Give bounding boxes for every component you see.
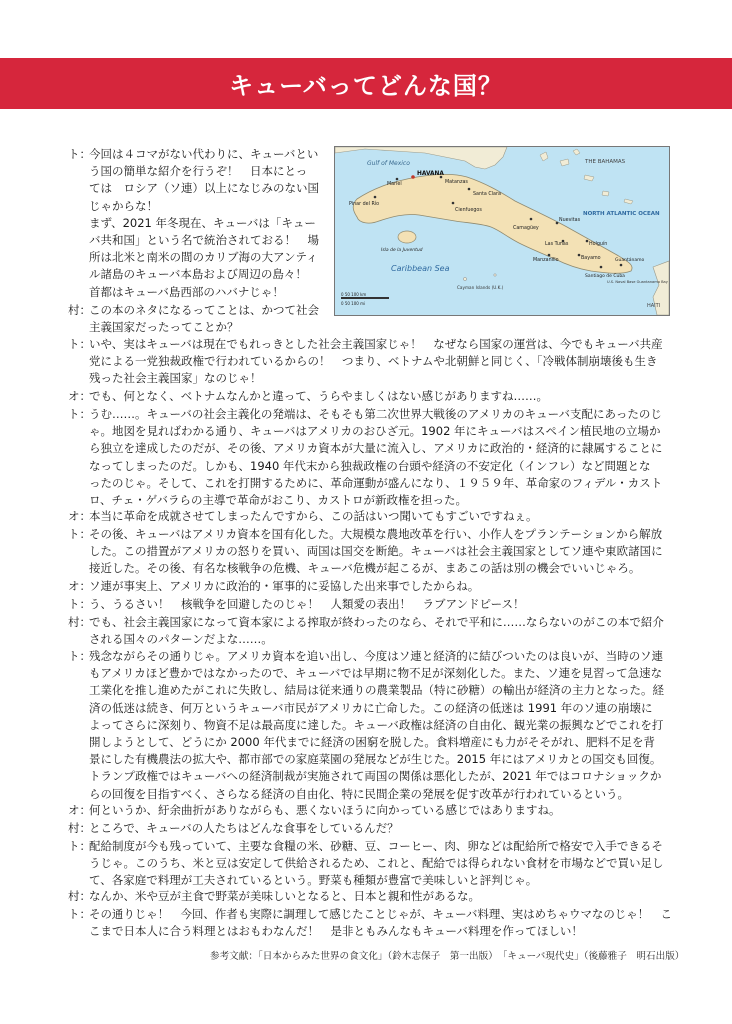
speaker-label: ト： bbox=[68, 147, 91, 161]
dialogue-line: まず、2021 年冬現在、キューバは「キュー bbox=[89, 215, 316, 230]
speaker-label: ト： bbox=[68, 649, 91, 663]
map-label-isla: Isla de la Juventud bbox=[381, 248, 423, 253]
bahamas-islands bbox=[540, 149, 633, 204]
dialogue-line: 景にした有機農法の拡大や、都市部での家庭菜園の発展などが生じた。2015 年にはアメリカとの国交も回復。 bbox=[89, 752, 662, 767]
cuba-map-graphic bbox=[335, 147, 669, 315]
speaker-label: ト： bbox=[68, 839, 91, 853]
city-dot bbox=[620, 264, 623, 267]
map-label-matanzas: Matanzas bbox=[445, 180, 468, 185]
page-title: キューバってどんな国？ bbox=[229, 72, 503, 100]
dialogue-line: こまで日本人に合う料理とはおもわなんだ！ 是非ともみんなもキューバ料理を作ってほしい！ bbox=[89, 924, 583, 939]
dialogue-line: 接近した。その後、有名な核戦争の危機、キューバ危機が起こるが、まあこの話は別の機会でいいじゃろ。 bbox=[89, 561, 641, 576]
dialogue-line: その通りじゃ！ 今回、作者も実際に調理して感じたことじゃが、キューバ料理、実はめちゃウマなのじゃ！ こ bbox=[89, 907, 672, 921]
map-label-atlantic: NORTH ATLANTIC OCEAN bbox=[583, 211, 660, 217]
dialogue-line: ル諸島のキューバ本島および周辺の島々！ bbox=[89, 267, 307, 282]
map-label-havana: HAVANA bbox=[417, 171, 444, 177]
dialogue-line: 首都はキューバ島西部のハバナじゃ！ bbox=[89, 284, 284, 299]
speaker-label: オ： bbox=[68, 509, 91, 523]
dialogue-line: 主義国家だったってことか？ bbox=[89, 320, 239, 335]
title-banner bbox=[0, 58, 732, 109]
map-label-pinar: Pinar del Río bbox=[349, 202, 380, 207]
references: 参考文献：「日本からみた世界の食文化」（鈴木志保子 第一出版） 「キューバ現代史」（後藤雅子 明石出版） bbox=[210, 951, 685, 962]
speaker-label: ト： bbox=[68, 597, 91, 611]
dialogue-line: なってしまったのだ。しかも、1940 年代末から独裁政権の台頭や経済の不安定化（インフレ）など問題とな bbox=[89, 458, 651, 473]
dialogue-line: ら独立を達成したのだが、その後、アメリカ資本が大量に流入し、アメリカに政治的・経済的に隷属することに bbox=[89, 441, 663, 456]
speaker-label: 村： bbox=[68, 615, 91, 629]
florida-land bbox=[335, 147, 507, 169]
dialogue-line: その後、キューバはアメリカ資本を国有化した。大規模な農地改革を行い、小作人をプランテーションから解放 bbox=[89, 527, 663, 541]
city-dot bbox=[586, 240, 589, 243]
dialogue-line: ったのじゃ。そして、これを打開するために、革命運動が盛んになり、１９５９年、革命家のフィデル・カスト bbox=[89, 475, 663, 490]
dialogue-line: バ共和国」という名で統治されておる！ 場 bbox=[89, 233, 319, 247]
dialogue-line: よってさらに深刻り、物資不足は最高度に達した。キューバ政権は経済の自由化、観光業の振興などでこれを打 bbox=[89, 717, 664, 732]
dialogue-line: ては ロシア（ソ連）以上になじみのない国 bbox=[89, 181, 319, 196]
speaker-label: 村： bbox=[68, 303, 91, 317]
dialogue-line: される国々のパターンだよな……。 bbox=[89, 632, 273, 647]
map-label-cienfuegos: Cienfuegos bbox=[455, 208, 482, 213]
speaker-label: ト： bbox=[68, 337, 91, 351]
dialogue-line: 所は北米と南米の間のカリブ海の大アンティ bbox=[89, 250, 318, 265]
speaker-label: オ： bbox=[68, 803, 91, 817]
dialogue-line: この本のネタになるってことは、かつて社会 bbox=[89, 303, 319, 317]
dialogue-line: でも、社会主義国家になって資本家による搾取が終わったのなら、それで平和に……ならないのがこの本で紹介 bbox=[89, 615, 664, 629]
map-label-haiti: HAITI bbox=[647, 303, 661, 309]
dialogue-line: う、うるさい！ 核戦争を回避したのじゃ！ 人類愛の表出！ ラブアンドピース！ bbox=[89, 597, 525, 611]
map-label-gulf: Gulf of Mexico bbox=[367, 160, 410, 167]
map-label-nuevitas: Nuevitas bbox=[559, 218, 581, 223]
dialogue-line: 済の低迷は続き、何万というキューバ市民がアメリカに亡命した。この経済の低迷は 1991 年のソ連の崩壊に bbox=[89, 700, 653, 715]
city-dot bbox=[600, 266, 603, 269]
dialogue-line: ロ、チェ・ゲバラらの主導で革命がおこり、カストロが新政権を担った。 bbox=[89, 493, 468, 507]
city-dot bbox=[374, 196, 377, 199]
city-dot bbox=[468, 188, 471, 191]
isla-juventud bbox=[398, 231, 416, 243]
speaker-label: オ： bbox=[68, 579, 91, 593]
map-label-caribbean: Caribbean Sea bbox=[391, 264, 450, 273]
dialogue-line: ところで、キューバの人たちはどんな食事をしているんだ？ bbox=[89, 821, 399, 835]
map-label-bayamo: Bayamo bbox=[581, 256, 601, 261]
city-dot bbox=[578, 254, 581, 257]
map-label-guantanamo: Guantánamo bbox=[615, 258, 645, 263]
map-label-cayman: Cayman Islands (U.K.) bbox=[457, 285, 504, 290]
map-label-santa-clara: Santa Clara bbox=[473, 192, 501, 197]
havana-dot bbox=[411, 175, 415, 179]
cuba-map bbox=[334, 146, 670, 316]
dialogue-line: 残った社会主義国家」なのじゃ！ bbox=[89, 371, 262, 386]
dialogue-line: 本当に革命を成就させてしまったんですから、この話はいつ聞いてもすごいですねぇ。 bbox=[89, 509, 538, 523]
dialogue-line: でも、何となく、ベトナムなんかと違って、うらやましくはない感じがありますね……。 bbox=[89, 389, 548, 403]
dialogue-line: 配給制度が今も残っていて、主要な食糧の米、砂糖、豆、コーヒー、肉、卵などは配給所で格安で入手できるそ bbox=[89, 839, 663, 853]
map-label-usbase: U.S. Naval Base Guantanamo Bay bbox=[607, 280, 668, 284]
dialogue-line: 開しようとして、どうにか 2000 年代までに経済の困窮を脱した。食料増産にも力がそそがれ、肥料不足を背 bbox=[89, 735, 656, 749]
dialogue-line: 残念ながらその通りじゃ。アメリカ資本を追い出し、今度はソ連と経済的に結びついたのは良いが、当時のソ連 bbox=[89, 649, 663, 663]
map-label-mariel: Mariel bbox=[387, 182, 402, 187]
dialogue-line: 何というか、紆余曲折がありながらも、悪くないほうに向かっている感じではありますね。 bbox=[89, 803, 561, 817]
city-dot bbox=[396, 178, 399, 181]
dialogue-line: う国の簡単な紹介を行うぞ！ 日本にとっ bbox=[89, 164, 308, 179]
scale-mi: 0 50 100 mi bbox=[341, 301, 366, 306]
dialogue-line: らの回復を目指すべく、さらなる経済の自由化、特に民間企業の発展を促す改革が行われているという。 bbox=[89, 786, 630, 801]
dialogue-line: じゃからな！ bbox=[89, 198, 158, 213]
city-dot bbox=[556, 222, 559, 225]
speaker-label: ト： bbox=[68, 527, 91, 541]
map-label-camaguey: Camagüey bbox=[513, 226, 539, 231]
cayman-island bbox=[463, 277, 466, 280]
map-label-manzanillo: Manzanillo bbox=[533, 258, 559, 263]
city-dot bbox=[530, 218, 533, 221]
cayman-island bbox=[494, 274, 496, 276]
city-dot bbox=[548, 254, 551, 257]
map-label-las-tunas: Las Tunas bbox=[545, 242, 569, 247]
map-label-santiago: Santiago de Cuba bbox=[585, 274, 625, 279]
speaker-label: 村： bbox=[68, 821, 91, 835]
dialogue-line: うじゃ。このうち、米と豆は安定して供給されるため、これと、配給では得られない食材を市場などで買い足し bbox=[89, 856, 664, 871]
map-label-holguin: Holguín bbox=[589, 242, 608, 247]
city-dot bbox=[452, 202, 455, 205]
speaker-label: ト： bbox=[68, 907, 91, 921]
dialogue-line: ゃ。地図を見ればわかる通り、キューバはアメリカのおひざ元。1902 年にキューバはスペイン植民地の立場か bbox=[89, 424, 661, 439]
dialogue-line: なんか、米や豆が主食で野菜が美味しいとなると、日本と親和性があるな。 bbox=[89, 889, 480, 903]
scale-km: 0 50 100 km bbox=[341, 292, 367, 297]
speaker-label: オ： bbox=[68, 389, 91, 403]
dialogue-line: した。この措置がアメリカの怒りを買い、両国は国交を断絶。キューバは社会主義国家としてソ連や東欧諸国に bbox=[89, 544, 663, 559]
dialogue-line: 党による一党独裁政権で行われているからの！ つまり、ベトナムや北朝鮮と同じく、「冷戦体制崩壊後も生き bbox=[89, 354, 658, 369]
map-label-bahamas: THE BAHAMAS bbox=[585, 159, 626, 165]
dialogue-line: て、各家庭で料理が工夫されているという。野菜も種類が豊富で美味しいと評判じゃ。 bbox=[89, 873, 538, 888]
dialogue-line: いや、実はキューバは現在でもれっきとした社会主義国家じゃ！ なぜなら国家の運営は、今でもキューバ共産 bbox=[89, 337, 663, 351]
speaker-label: 村： bbox=[68, 889, 91, 903]
scale-bar bbox=[341, 297, 389, 299]
dialogue-line: 工業化を推し進めたがこれに失敗し、結局は従来通りの農業製品（特に砂糖）の輸出が経済の主力となった。経 bbox=[89, 683, 664, 698]
dialogue-line: うむ……。キューバの社会主義化の発端は、そもそも第二次世界大戦後のアメリカのキューバ支配にあったのじ bbox=[89, 407, 662, 421]
dialogue-line: 今回は４コマがない代わりに、キューバとい bbox=[89, 147, 319, 161]
speaker-label: ト： bbox=[68, 407, 91, 421]
dialogue-line: もアメリカほど豊かではなかったので、キューバでは早期に物不足が深刻化した。また、ソ連を見習って急速な bbox=[89, 666, 663, 681]
dialogue-line: トランプ政権ではキューバへの経済制裁が実施されて両国の関係は悪化したが、2021 年ではコロナショックか bbox=[89, 769, 662, 784]
dialogue-line: ソ連が事実上、アメリカに政治的・軍事的に妥協した出来事でしたからね。 bbox=[89, 579, 480, 593]
